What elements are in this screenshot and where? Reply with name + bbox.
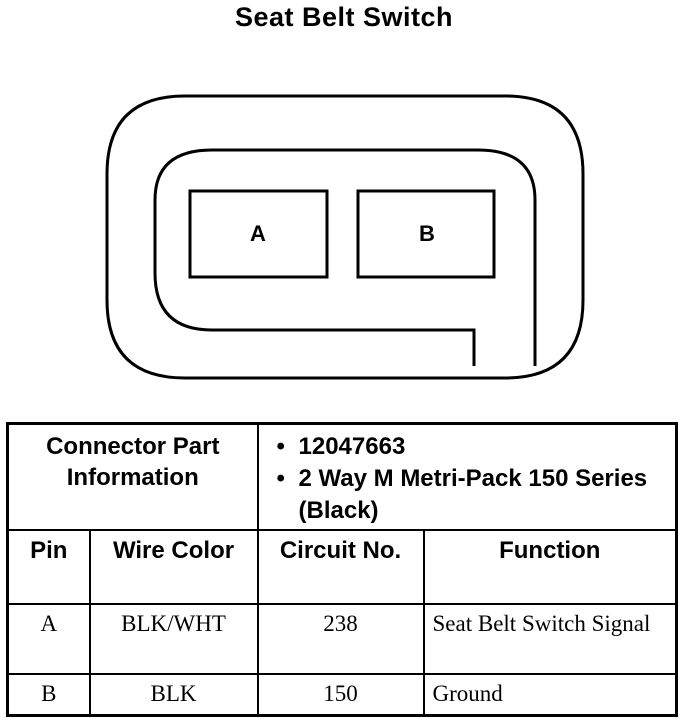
part-info-row — [8, 424, 677, 530]
circuit-no-cell: 238 — [258, 604, 424, 674]
header-row — [8, 530, 677, 604]
part-info-label: Connector Part Information — [8, 424, 258, 530]
part-number: • 12047663 — [299, 431, 672, 463]
table-row — [8, 674, 677, 716]
connector-outer-shell — [107, 96, 583, 378]
diagram-title: Seat Belt Switch — [234, 2, 454, 32]
part-info-list — [259, 425, 676, 527]
pin-header: Pin — [8, 530, 90, 604]
cavity-a-label: A — [250, 221, 266, 246]
pin-cell: A — [8, 604, 90, 674]
function-cell: Seat Belt Switch Signal — [424, 604, 677, 674]
function-header: Function — [424, 530, 677, 604]
part-description: • 2 Way M Metri-Pack 150 Series (Black) — [299, 463, 672, 527]
wire-color-cell: BLK — [90, 674, 258, 716]
pin-cell: B — [8, 674, 90, 716]
connector-inner-shell — [155, 150, 535, 366]
wire-color-header: Wire Color — [90, 530, 258, 604]
connector-info-table — [6, 422, 678, 717]
cavity-b-label: B — [419, 221, 435, 246]
function-cell: Ground — [424, 674, 677, 716]
part-info-cell — [258, 424, 677, 530]
circuit-no-header: Circuit No. — [258, 530, 424, 604]
circuit-no-cell: 150 — [258, 674, 424, 716]
wire-color-cell: BLK/WHT — [90, 604, 258, 674]
table-row — [8, 604, 677, 674]
